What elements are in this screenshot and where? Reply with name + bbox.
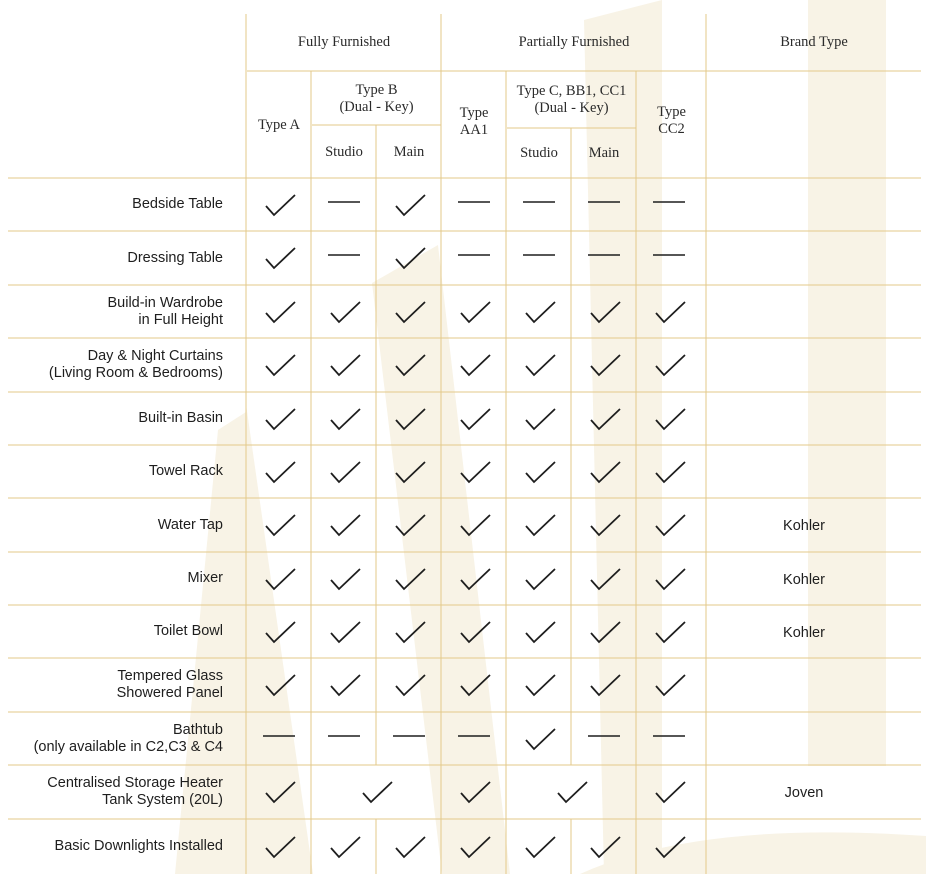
dash-icon (587, 723, 621, 749)
check-icon (556, 780, 590, 806)
check-icon (654, 300, 688, 326)
check-icon (264, 407, 298, 433)
dash-icon (652, 242, 686, 268)
check-icon (264, 246, 298, 272)
check-icon (329, 407, 363, 433)
check-icon (459, 353, 493, 379)
row-label: Mixer (187, 570, 223, 586)
check-icon (394, 513, 428, 539)
check-icon (589, 353, 623, 379)
header-type-b-studio: Studio (325, 143, 363, 160)
check-icon (524, 300, 558, 326)
row-label: Built-in Basin (138, 410, 223, 426)
check-icon (329, 567, 363, 593)
check-icon (654, 835, 688, 861)
header-type-a: Type A (257, 116, 301, 133)
check-icon (394, 193, 428, 219)
check-icon (264, 300, 298, 326)
check-icon (589, 460, 623, 486)
check-icon (654, 407, 688, 433)
row-label: Toilet Bowl (153, 623, 223, 639)
dash-icon (457, 242, 491, 268)
check-icon (524, 460, 558, 486)
check-icon (524, 835, 558, 861)
check-icon (264, 460, 298, 486)
header-fully-furnished: Fully Furnished (297, 34, 391, 50)
check-icon (654, 513, 688, 539)
check-icon (394, 620, 428, 646)
check-icon (654, 353, 688, 379)
check-icon (264, 673, 298, 699)
check-icon (394, 246, 428, 272)
check-icon (654, 620, 688, 646)
check-icon (264, 567, 298, 593)
header-type-b-main: Main (393, 143, 425, 160)
check-icon (524, 513, 558, 539)
check-icon (329, 353, 363, 379)
check-icon (589, 673, 623, 699)
check-icon (654, 673, 688, 699)
check-icon (459, 673, 493, 699)
check-icon (329, 513, 363, 539)
check-icon (459, 780, 493, 806)
brand-value: Joven (784, 785, 824, 801)
check-icon (459, 407, 493, 433)
check-icon (589, 407, 623, 433)
dash-icon (652, 723, 686, 749)
check-icon (394, 407, 428, 433)
check-icon (524, 567, 558, 593)
check-icon (394, 567, 428, 593)
check-icon (459, 567, 493, 593)
brand-value: Kohler (783, 518, 825, 534)
header-partially-furnished: Partially Furnished (518, 34, 630, 50)
row-label: Bedside Table (132, 196, 223, 212)
check-icon (459, 620, 493, 646)
dash-icon (522, 189, 556, 215)
row-label: Bathtub (only available in C2,C3 & C4 (33, 721, 223, 755)
header-type-aa1: Type AA1 (459, 105, 489, 138)
dash-icon (522, 242, 556, 268)
check-icon (264, 780, 298, 806)
check-icon (264, 513, 298, 539)
check-icon (459, 513, 493, 539)
row-label: Build-in Wardrobe in Full Height (107, 294, 223, 328)
check-icon (394, 460, 428, 486)
check-icon (394, 300, 428, 326)
row-label: Basic Downlights Installed (54, 838, 223, 854)
check-icon (654, 460, 688, 486)
check-icon (589, 567, 623, 593)
check-icon (459, 300, 493, 326)
check-icon (589, 620, 623, 646)
check-icon (524, 353, 558, 379)
brand-value: Kohler (783, 625, 825, 641)
dash-icon (327, 723, 361, 749)
check-icon (654, 567, 688, 593)
check-icon (264, 835, 298, 861)
dash-icon (457, 723, 491, 749)
row-label: Centralised Storage Heater Tank System (20L) (47, 775, 223, 808)
check-icon (394, 353, 428, 379)
check-icon (524, 673, 558, 699)
row-label: Tempered Glass Showered Panel (116, 668, 223, 701)
check-icon (264, 353, 298, 379)
check-icon (524, 407, 558, 433)
header-type-b: Type B (Dual - Key) (339, 81, 414, 115)
row-label: Dressing Table (127, 249, 223, 266)
dash-icon (587, 242, 621, 268)
check-icon (394, 673, 428, 699)
check-icon (524, 727, 558, 753)
check-icon (361, 780, 395, 806)
header-type-cc2: Type CC2 (657, 104, 686, 137)
check-icon (459, 835, 493, 861)
check-icon (524, 620, 558, 646)
check-icon (329, 460, 363, 486)
check-icon (589, 513, 623, 539)
dash-icon (392, 723, 426, 749)
dash-icon (652, 189, 686, 215)
dash-icon (327, 242, 361, 268)
check-icon (329, 620, 363, 646)
check-icon (329, 300, 363, 326)
dash-icon (262, 723, 296, 749)
row-label: Water Tap (157, 516, 223, 533)
dash-icon (327, 189, 361, 215)
dash-icon (587, 189, 621, 215)
check-icon (589, 300, 623, 326)
check-icon (459, 460, 493, 486)
check-icon (264, 620, 298, 646)
header-brand-type: Brand Type (780, 34, 848, 50)
check-icon (654, 780, 688, 806)
check-icon (394, 835, 428, 861)
header-type-c: Type C, BB1, CC1 (Dual - Key) (516, 83, 627, 116)
header-type-c-studio: Studio (520, 145, 558, 161)
header-type-c-main: Main (588, 145, 620, 161)
check-icon (329, 835, 363, 861)
brand-value: Kohler (783, 572, 825, 588)
row-label: Towel Rack (148, 463, 223, 479)
dash-icon (457, 189, 491, 215)
row-label: Day & Night Curtains (Living Room & Bedrooms) (48, 348, 223, 381)
check-icon (264, 193, 298, 219)
check-icon (589, 835, 623, 861)
check-icon (329, 673, 363, 699)
